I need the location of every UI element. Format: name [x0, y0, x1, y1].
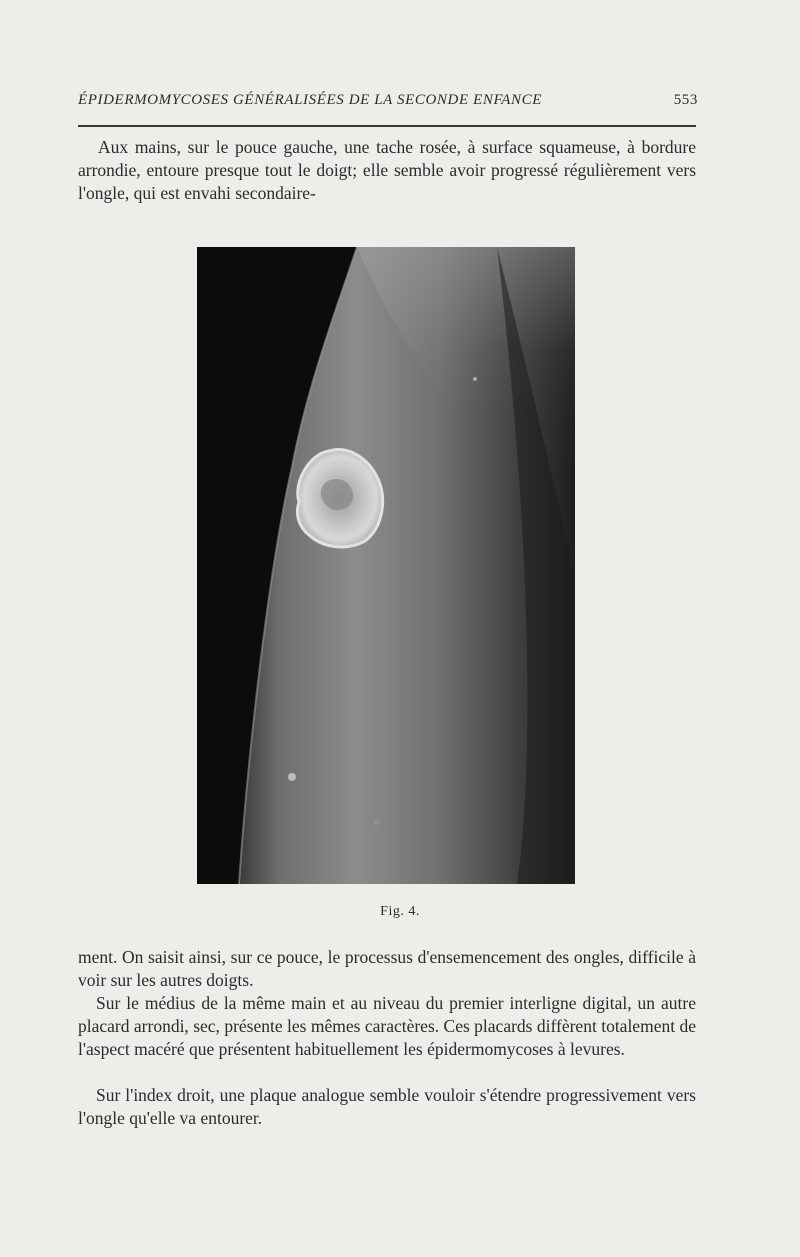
figure-photograph — [197, 247, 575, 884]
paragraph-4: Sur l'index droit, une plaque analogue semble vouloir s'étendre progressivement vers l'ongle qu'elle va entourer. — [78, 1085, 696, 1128]
figure-caption: Fig. 4. — [380, 904, 420, 919]
running-title: ÉPIDERMOMYCOSES GÉNÉRALISÉES DE LA SECONDE ENFANCE — [78, 92, 543, 108]
running-header — [78, 92, 698, 114]
header-rule — [78, 125, 696, 127]
paragraph-1: Aux mains, sur le pouce gauche, une tache rosée, à surface squameuse, à bordure arrondie, entoure presque tout le doigt; elle semble avoir progressé régulièrement vers l'ongle, qui est envahi secondaire- — [78, 137, 696, 203]
page-number: 553 — [673, 92, 698, 108]
paragraph-3: Sur le médius de la même main et au niveau du premier interligne digital, un autre placard arrondi, sec, présente les mêmes caractères. Ces placards diffèrent totalement de l'aspect macéré que présentent habituellement les épidermomycoses à levures. — [78, 993, 696, 1059]
thumb-photo-svg — [197, 247, 575, 884]
paragraph-2: ment. On saisit ainsi, sur ce pouce, le processus d'ensemencement des ongles, difficile à voir sur les autres doigts. — [78, 947, 696, 990]
